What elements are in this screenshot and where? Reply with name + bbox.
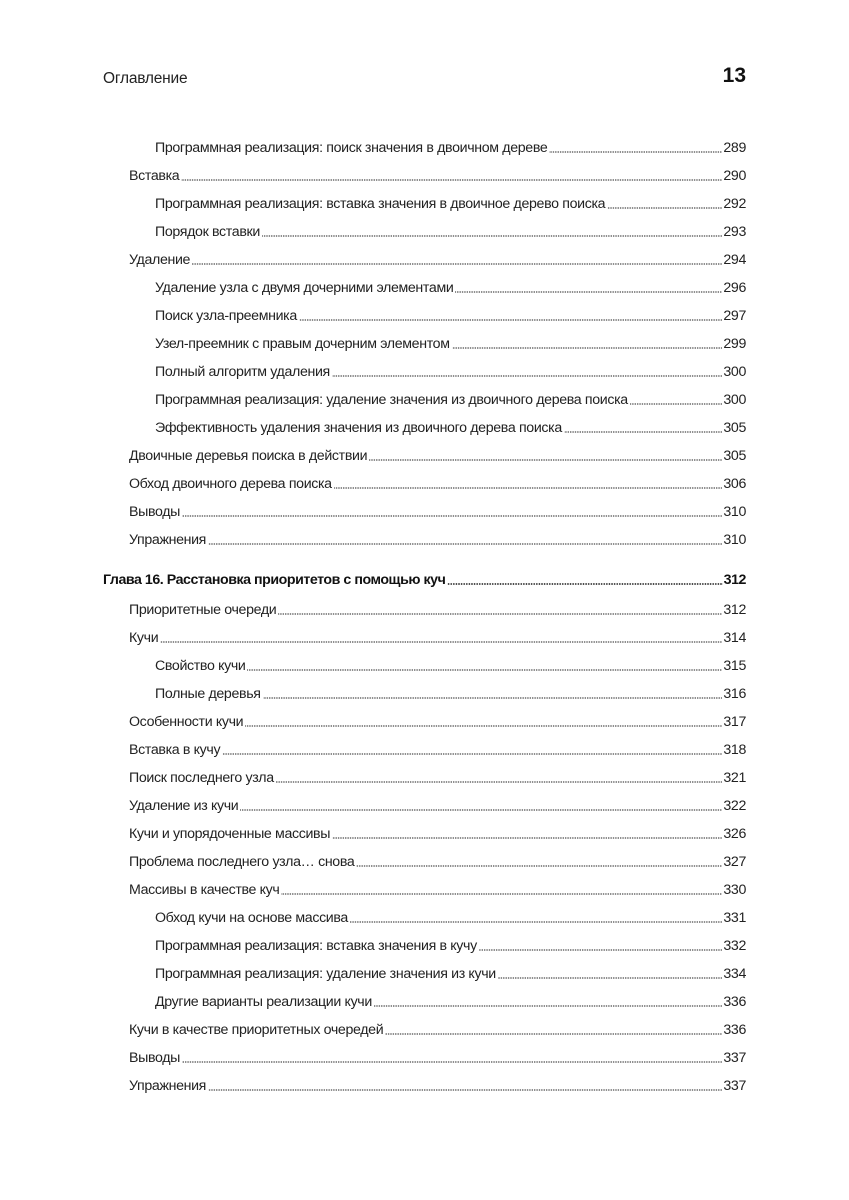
- dot-leader: [479, 949, 723, 951]
- toc-entry[interactable]: [155, 682, 746, 702]
- toc-entry[interactable]: [129, 738, 746, 758]
- toc-entry-title: Упражнения: [129, 1078, 206, 1094]
- toc-entry-page: 318: [723, 742, 746, 758]
- toc-entry-page: 316: [723, 686, 746, 702]
- toc-entry[interactable]: [129, 248, 746, 268]
- dot-leader: [630, 403, 723, 405]
- toc-entry-title: Массивы в качестве куч: [129, 882, 280, 898]
- toc-entry-title: Поиск узла-преемника: [155, 308, 297, 324]
- toc-entry-page: 297: [723, 308, 746, 324]
- toc-entry-page: 327: [723, 854, 746, 870]
- toc-entry[interactable]: [155, 990, 746, 1010]
- toc-entry-title: Вставка: [129, 168, 180, 184]
- dot-leader: [332, 375, 722, 377]
- dot-leader: [222, 753, 722, 755]
- running-header-title: Оглавление: [103, 70, 188, 87]
- dot-leader: [334, 487, 723, 489]
- toc-entry[interactable]: [155, 136, 746, 156]
- dot-leader: [332, 837, 722, 839]
- toc-entry-page: 330: [723, 882, 746, 898]
- toc-entry[interactable]: [129, 528, 746, 548]
- toc-entry-title: Упражнения: [129, 532, 206, 548]
- toc-entry[interactable]: [129, 500, 746, 520]
- dot-leader: [160, 641, 722, 643]
- toc-entry[interactable]: [155, 332, 746, 352]
- dot-leader: [281, 893, 722, 895]
- toc-entry[interactable]: [129, 850, 746, 870]
- toc-entry[interactable]: [155, 416, 746, 436]
- toc-entry[interactable]: [155, 654, 746, 674]
- toc-entry-title: Обход кучи на основе массива: [155, 910, 348, 926]
- toc-entry-page: 334: [723, 966, 746, 982]
- toc-entry[interactable]: [155, 360, 746, 380]
- toc-entry-title: Вставка в кучу: [129, 742, 221, 758]
- toc-entry[interactable]: [155, 906, 746, 926]
- toc-entry-page: 310: [723, 504, 746, 520]
- dot-leader: [498, 977, 723, 979]
- toc-entry[interactable]: [155, 276, 746, 296]
- dot-leader: [262, 235, 722, 237]
- toc-entry-page: 337: [723, 1078, 746, 1094]
- toc-entry[interactable]: [129, 794, 746, 814]
- toc-entry-page: 306: [723, 476, 746, 492]
- toc-entry-page: 314: [723, 630, 746, 646]
- toc-entry[interactable]: [155, 962, 746, 982]
- toc-entry-title: Программная реализация: вставка значения в кучу: [155, 938, 477, 954]
- dot-leader: [374, 1005, 722, 1007]
- dot-leader: [299, 319, 723, 321]
- toc-entry-page: 322: [723, 798, 746, 814]
- toc-entry-page: 290: [723, 168, 746, 184]
- toc-entry-page: 300: [723, 364, 746, 380]
- toc-entry-title: Удаление из кучи: [129, 798, 239, 814]
- toc-entry-title: Поиск последнего узла: [129, 770, 274, 786]
- dot-leader: [181, 179, 722, 181]
- toc-entry-page: 312: [723, 572, 746, 588]
- toc-entry-page: 326: [723, 826, 746, 842]
- toc-entry-page: 336: [723, 994, 746, 1010]
- toc-entry[interactable]: [129, 822, 746, 842]
- toc-entry-page: 305: [723, 448, 746, 464]
- dot-leader: [447, 583, 722, 585]
- dot-leader: [369, 459, 722, 461]
- toc-entry-title: Другие варианты реализации кучи: [155, 994, 372, 1010]
- toc-entry[interactable]: [155, 192, 746, 212]
- toc-entry-page: 293: [723, 224, 746, 240]
- dot-leader: [240, 809, 722, 811]
- toc-entry[interactable]: [155, 304, 746, 324]
- dot-leader: [564, 431, 723, 433]
- page-header: [103, 64, 746, 94]
- toc-entry-page: 337: [723, 1050, 746, 1066]
- toc-entry-title: Программная реализация: вставка значения в двоичное дерево поиска: [155, 196, 606, 212]
- dot-leader: [263, 697, 723, 699]
- toc-entry-title: Полный алгоритм удаления: [155, 364, 330, 380]
- toc-entry-page: 296: [723, 280, 746, 296]
- toc-entry-title: Обход двоичного дерева поиска: [129, 476, 332, 492]
- toc-entry-page: 294: [723, 252, 746, 268]
- toc-entry[interactable]: [129, 164, 746, 184]
- dot-leader: [247, 669, 722, 671]
- dot-leader: [182, 1061, 722, 1063]
- toc-entry-title: Кучи в качестве приоритетных очередей: [129, 1022, 384, 1038]
- toc-entry-page: 317: [723, 714, 746, 730]
- dot-leader: [245, 725, 722, 727]
- toc-entry[interactable]: [129, 878, 746, 898]
- toc-entry[interactable]: [155, 934, 746, 954]
- toc-entry-title: Выводы: [129, 1050, 180, 1066]
- toc-entry[interactable]: [129, 598, 746, 618]
- toc-entry-page: 331: [723, 910, 746, 926]
- toc-entry-page: 299: [723, 336, 746, 352]
- toc-entry-title: Выводы: [129, 504, 180, 520]
- toc-entry-page: 315: [723, 658, 746, 674]
- toc-entry-title: Удаление узла с двумя дочерними элементами: [155, 280, 454, 296]
- dot-leader: [278, 613, 722, 615]
- toc-entry[interactable]: [155, 220, 746, 240]
- page-number: 13: [722, 64, 746, 87]
- toc-entry-title: Глава 16. Расстановка приоритетов с помощью куч: [103, 572, 446, 588]
- toc-entry-title: Программная реализация: удаление значения из кучи: [155, 966, 496, 982]
- dot-leader: [208, 1089, 722, 1091]
- toc-entry-page: 332: [723, 938, 746, 954]
- toc-entry-title: Двоичные деревья поиска в действии: [129, 448, 368, 464]
- toc-entry-title: Свойство кучи: [155, 658, 246, 674]
- toc-entry[interactable]: [129, 710, 746, 730]
- toc-entry-title: Узел-преемник с правым дочерним элементом: [155, 336, 450, 352]
- toc-entry-title: Порядок вставки: [155, 224, 260, 240]
- toc-entry-page: 336: [723, 1022, 746, 1038]
- toc-entry[interactable]: [129, 1018, 746, 1038]
- toc-entry[interactable]: [129, 766, 746, 786]
- toc-entry-page: 310: [723, 532, 746, 548]
- toc-entry-page: 305: [723, 420, 746, 436]
- toc-entry-title: Проблема последнего узла… снова: [129, 854, 355, 870]
- toc-entry-page: 289: [723, 140, 746, 156]
- toc-entry[interactable]: [155, 388, 746, 408]
- dot-leader: [549, 151, 722, 153]
- dot-leader: [350, 921, 722, 923]
- toc-entry[interactable]: [129, 444, 746, 464]
- dot-leader: [607, 207, 722, 209]
- dot-leader: [192, 263, 722, 265]
- toc-entry-title: Эффективность удаления значения из двоичного дерева поиска: [155, 420, 562, 436]
- toc-entry-page: 292: [723, 196, 746, 212]
- toc-entry-title: Полные деревья: [155, 686, 261, 702]
- toc-entry-page: 321: [723, 770, 746, 786]
- toc-entry[interactable]: [129, 626, 746, 646]
- toc-entry-page: 300: [723, 392, 746, 408]
- toc-entry-title: Приоритетные очереди: [129, 602, 277, 618]
- toc-entry-title: Программная реализация: поиск значения в двоичном дереве: [155, 140, 548, 156]
- toc-entry-page: 312: [723, 602, 746, 618]
- toc-chapter-heading[interactable]: [103, 568, 746, 588]
- toc-entry-title: Кучи и упорядоченные массивы: [129, 826, 331, 842]
- dot-leader: [208, 543, 722, 545]
- toc-entry-title: Удаление: [129, 252, 191, 268]
- toc-entry-title: Кучи: [129, 630, 159, 646]
- dot-leader: [452, 347, 723, 349]
- dot-leader: [385, 1033, 722, 1035]
- toc-entry-title: Программная реализация: удаление значения из двоичного дерева поиска: [155, 392, 628, 408]
- dot-leader: [356, 865, 722, 867]
- dot-leader: [455, 291, 722, 293]
- toc-entry[interactable]: [129, 1046, 746, 1066]
- toc-entry-title: Особенности кучи: [129, 714, 244, 730]
- dot-leader: [182, 515, 722, 517]
- dot-leader: [276, 781, 723, 783]
- toc-entry[interactable]: [129, 472, 746, 492]
- toc-entry[interactable]: [129, 1074, 746, 1094]
